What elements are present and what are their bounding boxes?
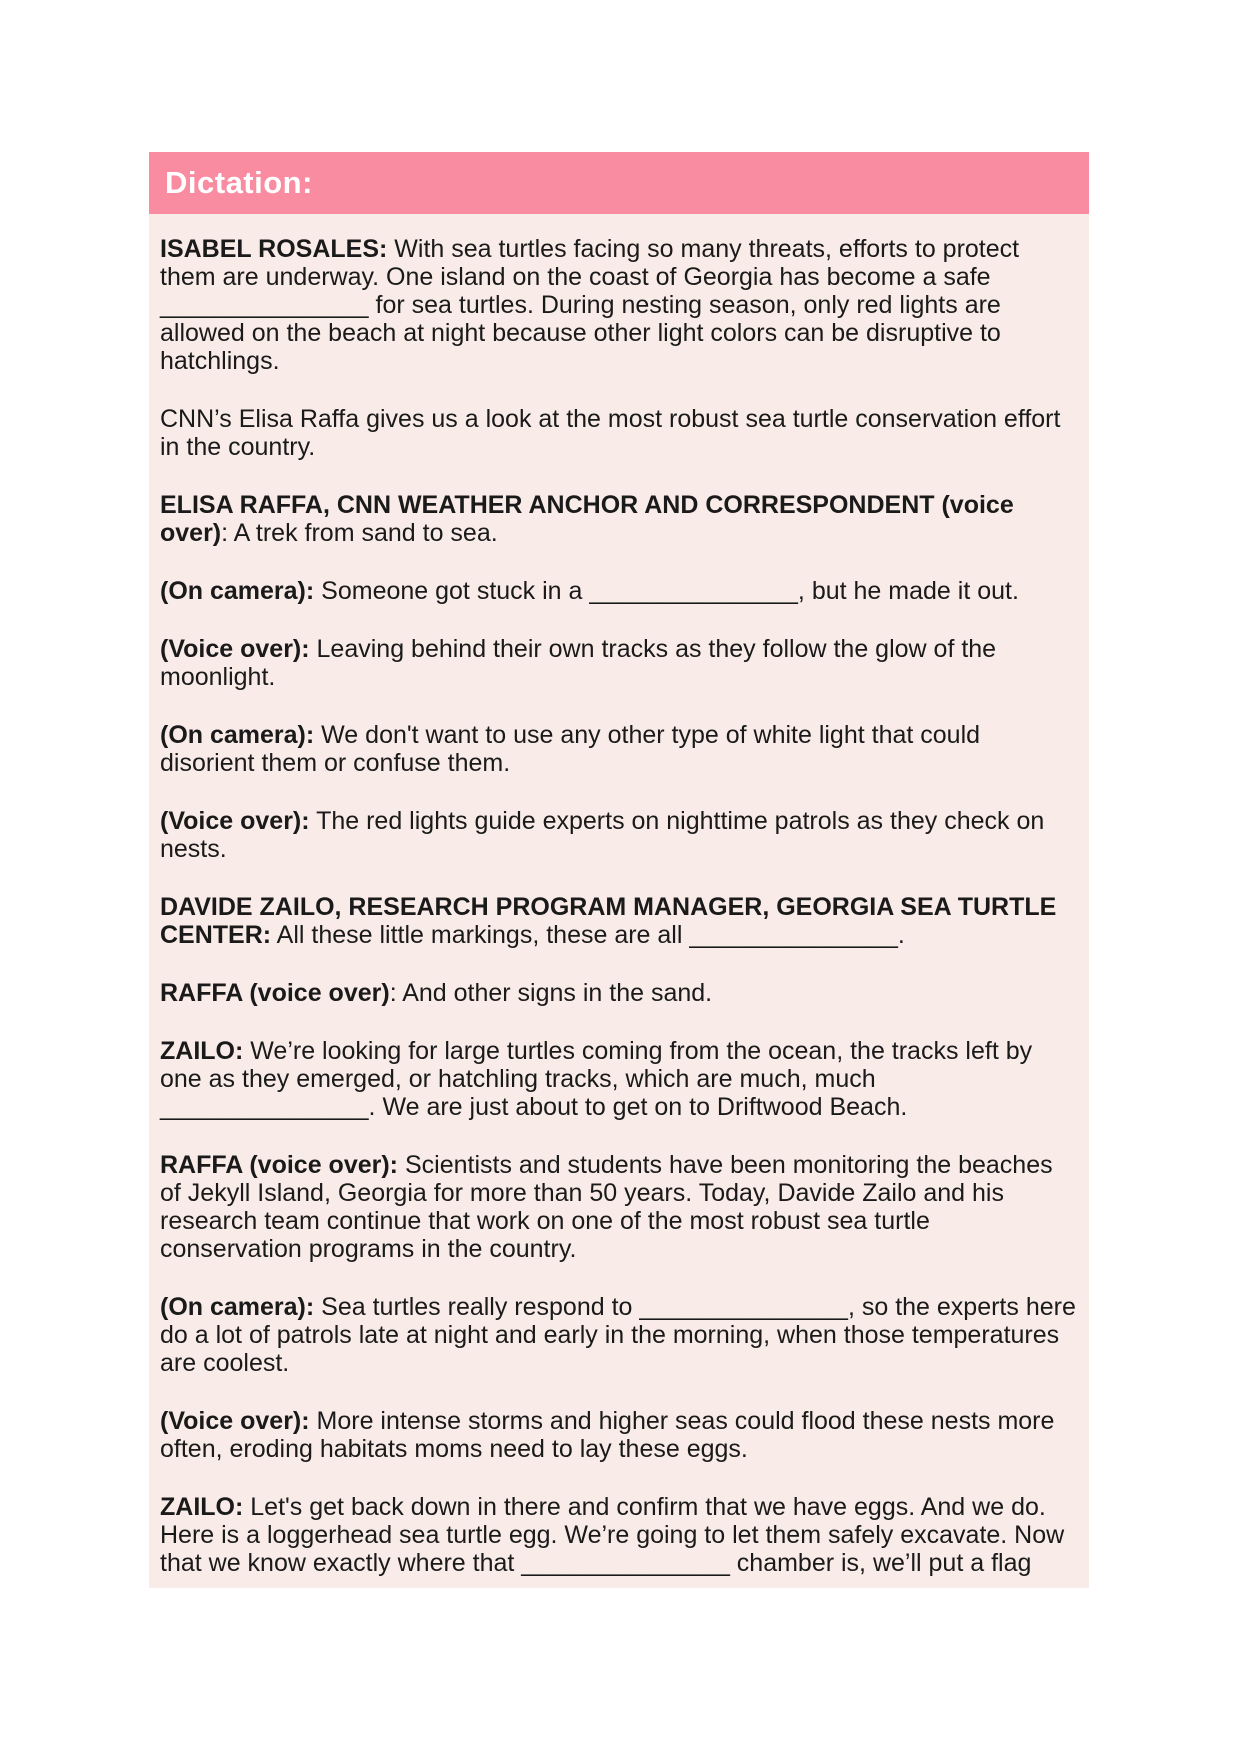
transcript-text: : And other signs in the sand. — [389, 979, 713, 1007]
page-title: Dictation: — [165, 165, 313, 200]
transcript-paragraph — [160, 807, 1078, 863]
transcript-paragraph — [160, 979, 1078, 1007]
transcript-text: More intense storms and higher seas could flood these nests more often, eroding habitats moms need to lay these eggs. — [160, 1407, 1055, 1463]
speaker-label: (On camera): — [160, 577, 315, 605]
transcript-text: Someone got stuck in a _______________, but he made it out. — [314, 577, 1019, 605]
transcript-paragraph — [160, 721, 1078, 777]
transcript-text: CNN’s Elisa Raffa gives us a look at the most robust sea turtle conservation effort in the country. — [160, 405, 1061, 461]
transcript-paragraph — [160, 1493, 1078, 1577]
transcript-text: Let's get back down in there and confirm that we have eggs. And we do. Here is a loggerhead sea turtle egg. We’re going to let them safely excavate. Now that we know exactly where that _______________ chamber is, we’ll put a flag — [160, 1493, 1065, 1577]
transcript-text: Scientists and students have been monitoring the beaches of Jekyll Island, Georgia for more than 50 years. Today, Davide Zailo and his research team continue that work on one of the most robust sea turtle conservation programs in the country. — [160, 1151, 1053, 1263]
transcript-text: With sea turtles facing so many threats, efforts to protect them are underway. One island on the coast of Georgia has become a safe _______________ for sea turtles. During nesting season, only red lights are allowed on the beach at night because other light colors can be disruptive to hatchlings. — [160, 235, 1020, 375]
speaker-label: RAFFA (voice over): — [160, 1151, 399, 1179]
transcript-paragraph — [160, 235, 1078, 375]
transcript-text: Sea turtles really respond to _______________, so the experts here do a lot of patrols late at night and early in the morning, when those temperatures are coolest. — [160, 1293, 1076, 1377]
transcript-paragraph — [160, 635, 1078, 691]
transcript-paragraph — [160, 491, 1078, 547]
speaker-label: ZAILO: — [160, 1493, 244, 1521]
transcript-paragraph — [160, 893, 1078, 949]
speaker-label: RAFFA (voice over) — [160, 979, 390, 1007]
speaker-label: DAVIDE ZAILO, RESEARCH PROGRAM MANAGER, GEORGIA SEA TURTLE CENTER: — [160, 893, 1057, 949]
dictation-worksheet — [149, 152, 1089, 1588]
speaker-label: ISABEL ROSALES: — [160, 235, 388, 263]
dictation-header-banner — [149, 152, 1089, 214]
transcript-paragraph — [160, 1407, 1078, 1463]
transcript-text: We’re looking for large turtles coming from the ocean, the tracks left by one as they emerged, or hatchling tracks, which are much, much _______________. We are just about to get on to Driftwood Beach. — [160, 1037, 1033, 1121]
transcript-paragraph — [160, 577, 1078, 605]
transcript-paragraph — [160, 1293, 1078, 1377]
transcript-text: All these little markings, these are all _______________. — [271, 921, 905, 949]
speaker-label: ELISA RAFFA, CNN WEATHER ANCHOR AND CORRESPONDENT (voice over) — [160, 491, 1014, 547]
speaker-label: (Voice over): — [160, 1407, 310, 1435]
transcript-paragraph — [160, 405, 1078, 461]
speaker-label: (On camera): — [160, 1293, 315, 1321]
transcript-paragraph — [160, 1037, 1078, 1121]
speaker-label: (On camera): — [160, 721, 315, 749]
transcript-text: The red lights guide experts on nighttime patrols as they check on nests. — [160, 807, 1045, 863]
speaker-label: ZAILO: — [160, 1037, 244, 1065]
transcript-text: We don't want to use any other type of white light that could disorient them or confuse them. — [160, 721, 981, 777]
transcript-paragraph — [160, 1151, 1078, 1263]
transcript-body — [149, 214, 1089, 1588]
speaker-label: (Voice over): — [160, 807, 310, 835]
speaker-label: (Voice over): — [160, 635, 310, 663]
transcript-text: Leaving behind their own tracks as they follow the glow of the moonlight. — [160, 635, 997, 691]
transcript-text: : A trek from sand to sea. — [221, 519, 498, 547]
